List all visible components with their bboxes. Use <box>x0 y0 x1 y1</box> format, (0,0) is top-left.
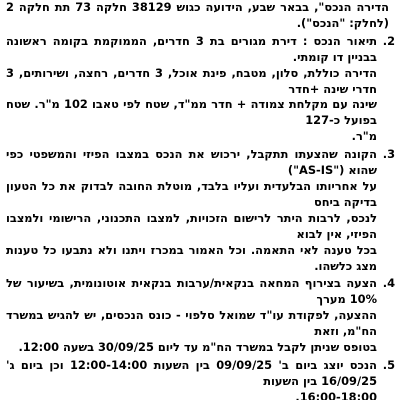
clause-text-line: מ"ר. <box>351 129 377 144</box>
clause-text-line: הקונה שהצעתו תתקבל, ירכוש את הנכס במצבו הפיזי והמשפטי כפי שהוא ("AS-IS") <box>6 147 377 178</box>
notice-clause-3 <box>6 147 395 274</box>
clause-text-line: בטופס שניתן לקבל במשרד הח"מ עד ליום 30/09/25 בשעה 12:00. <box>18 340 377 355</box>
clause-number: 2. <box>382 33 395 48</box>
clause-text-line: שינה עם מקלחת צמודה + חדר ממ"ד, שטח לפי טאבו 102 מ"ר. שטח בפועל כ-127 <box>6 97 377 128</box>
clause-text-line: הצעה בצירוף המחאה בנקאית/ערבות בנקאית אוטונומית, בשיעור של 10% מערך <box>6 276 377 307</box>
clause-text-line: בכל טענה לאי התאמה. וכל האמור במכרז ויתנו ולא נתבעו כל טענות מצג כלשהו. <box>6 242 377 273</box>
notice-clause-4 <box>6 276 395 356</box>
clause-text-line: הדירה הנכס", בבאר שבע, הידועה כגוש 38129 חלקה 73 תת חלקה 2 (לחלק: "הנכס"). <box>6 0 390 30</box>
notice-clause-1 <box>6 0 395 32</box>
clause-number: 5. <box>382 357 395 372</box>
clause-text-line: ההצעה, לפקודת עו"ד שמואל סלפוי - כונס הנכסים, יש להגיש במשרד הח"מ, וזאת <box>6 308 377 339</box>
clause-text-line: הדירה כוללת, סלון, מטבח, פינת אוכל, 3 חדרים, רחצה, ושירותים, 3 חדרי שינה +חדר <box>6 65 377 96</box>
clause-text-line: הנכס יוצג ביום ב' 09/09/25 בין השעות 12:00-14:00 וכן ביום ג' 16/09/25 בין השעות <box>6 357 377 388</box>
clause-text-line: תיאור הנכס : דירת מגורים בת 3 חדרים, הממוקמת בקומה ראשונה בבניין דו קומתי. <box>6 33 377 64</box>
clause-number: 3. <box>382 147 395 162</box>
notice-clause-2 <box>6 34 395 145</box>
clause-number: 4. <box>382 276 395 291</box>
clause-text-line: על אחריותו הבלעדית ועליו בלבד, מוטלת החובה לבדוק את כל הטעון בדיקה ביחס <box>6 178 377 209</box>
clause-text-line: לנכס, לרבות היתר לרישום הזכויות, למצבו התכנוני, הרישומי ולמצבו הפיזי, אין לבוא <box>6 210 377 241</box>
clause-text-line: 16:00-18:00. <box>295 389 377 400</box>
notice-clause-5 <box>6 358 395 400</box>
